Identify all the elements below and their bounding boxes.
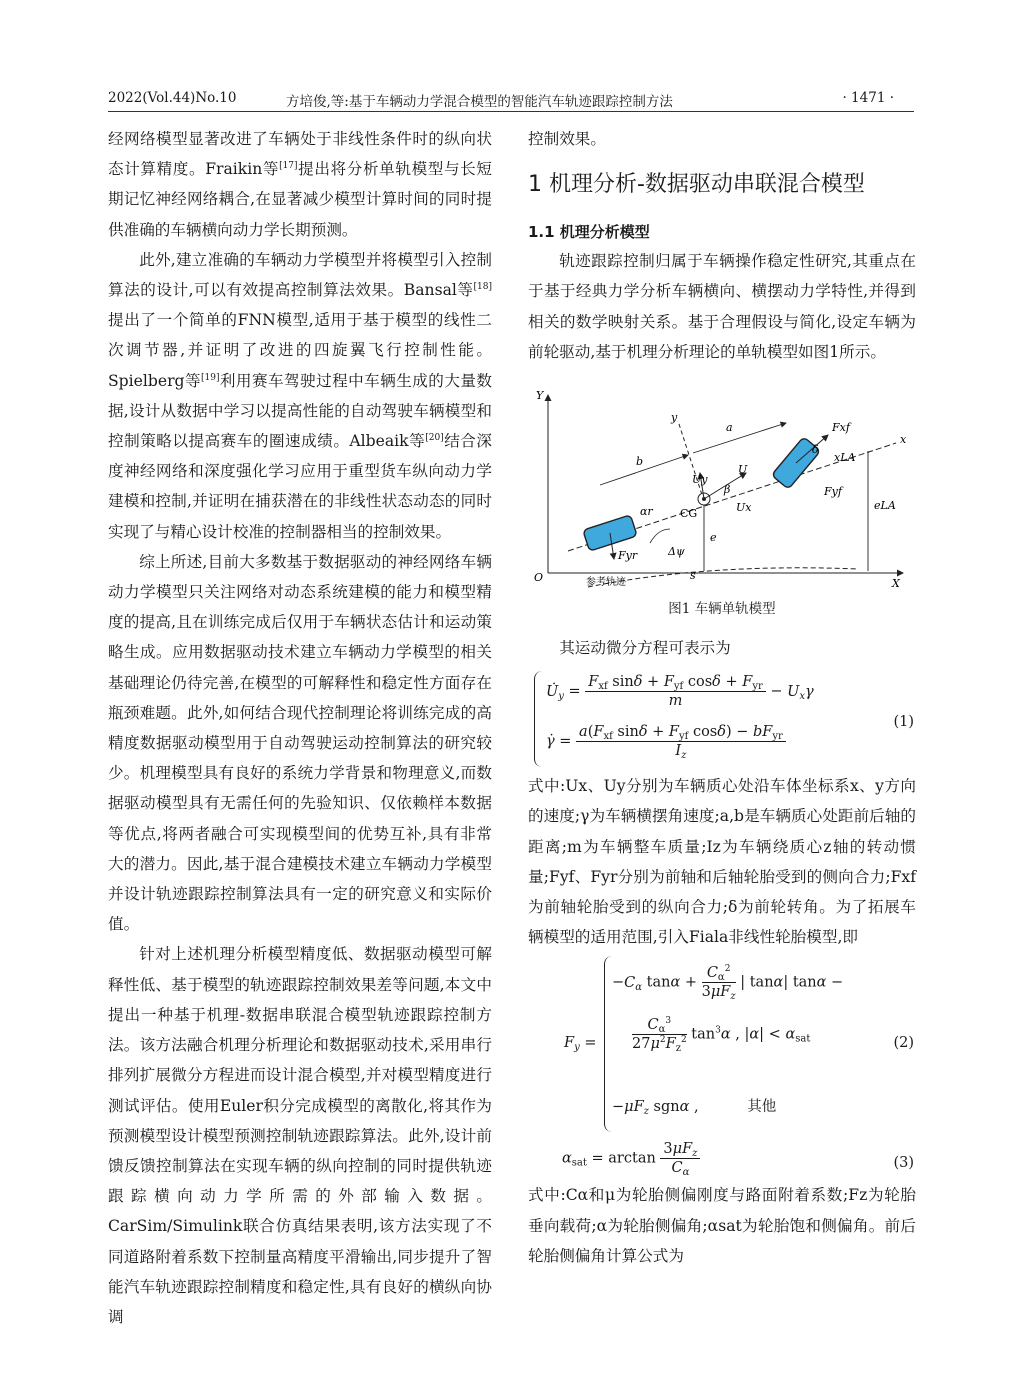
label-xLA: xLA (834, 451, 856, 465)
label-ref: 参考轨迹 (586, 577, 626, 589)
label-y: y (671, 411, 678, 425)
article-running-title: 方培俊,等:基于车辆动力学混合模型的智能汽车轨迹跟踪控制方法 (286, 94, 673, 110)
dim-a (693, 423, 786, 453)
eq1-line1: $U̇_y$ = $\frac{F_{xf} \sin\delta + F_{yf} \cos\delta + F_{yr}}{m}$ − $U_x\gamma$ (546, 674, 814, 710)
label-e: e (710, 531, 717, 545)
label-b: b (636, 455, 644, 469)
right-column (528, 124, 916, 1271)
paragraph: 针对上述机理分析模型精度低、数据驱动模型可解释性低、基于模型的轨迹跟踪控制效果差等问题,本文中提出一种基于机理-数据串联混合模型轨迹跟踪控制方法。该方法融合机理分析理论和数据驱动技术,采用串行排列扩展微分方程进而设计混合模型,并对模型精度进行测试评估。使用Euler积分完成模型的离散化,将其作为预测模型设计模型预测控制轨迹跟踪算法。此外,设计前馈反馈控制算法在实现车辆的纵向控制的同时提供轨迹跟踪横向动力学所需的外部输入数据。CarSim/Simulink联合仿真结果表明,该方法实现了不同道路附着系数下控制量高精度平滑输出,同步提升了智能汽车轨迹跟踪控制精度和稳定性,具有良好的横纵向协调 (108, 945, 492, 1326)
label-x: x (900, 433, 907, 447)
paragraph: 此外,建立准确的车辆动力学模型并将模型引入控制算法的设计,可以有效提高控制算法效果。Bansal等[18]提出了一个简单的FNN模型,适用于基于模型的线性二次调节器,并证明了改进的四旋翼飞行控制性能。Spielberg等[19]利用赛车驾驶过程中车辆生成的大量数据,设计从数据中学习以提高性能的自动驾驶车辆模型和控制策略以提高赛车的圈速成绩。Albeaik等[20]结合深度神经网络和深度强化学习应用于重型货车纵向动力学建模和控制,并证明在捕获潜在的非线性状态动态的同时实现了与精心设计校准的控制器相当的控制效果。 (108, 250, 492, 541)
equation-number: (3) (893, 1155, 914, 1172)
label-Uy: Uy (692, 473, 708, 487)
vehicle-y-axis (678, 421, 704, 501)
eq1-line2: γ̇ = $\frac{a(F_{xf} \sin\delta + F_{yf} \cos\delta) - bF_{yr}}{I_z}$ (546, 723, 786, 760)
heading-arc (650, 529, 670, 543)
eq2-line1: $-C_\alpha$ tanα + $\frac{C_\alpha^2}{3\mu F_z}$ | tanα| tanα − (612, 964, 844, 1003)
paragraph: 控制效果。 (528, 130, 606, 148)
paragraph: 式中:Ux、Uy分别为车辆质心处沿车体坐标系x、y方向的速度;γ为车辆横摆角速度;a,b是车辆质心处距前后轴的距离;m为车辆整车质量;Iz为车辆绕质心z轴的转动惯量;Fyf、Fyr分别为前轴和后轴轮胎受到的侧向合力;Fxf为前轴轮胎受到的纵向合力;δ为前轮转角。为了拓展车辆模型的适用范围,引入Fiala非线性轮胎模型,即 (528, 777, 916, 947)
section-heading: 1 机理分析-数据驱动串联混合模型 (528, 172, 865, 198)
label-eLA: eLA (874, 499, 896, 513)
dim-b (600, 455, 688, 485)
label-CG: CG (680, 507, 698, 521)
label-U: U (738, 463, 748, 477)
running-header (108, 88, 914, 112)
label-alpha-r: αr (640, 505, 653, 519)
paragraph: 综上所述,目前大多数基于数据驱动的神经网络车辆动力学模型只关注网络对动态系统建模的能力和模型精度的提高,且在训练完成后仅用于车辆状态估计和运动策略生成。应用数据驱动技术建立车辆动力学模型的相关基础理论仍待完善,在模型的可解释性和稳定性方面存在瓶颈难题。此外,如何结合现代控制理论将训练完成的高精度数据驱动模型用于自动驾驶运动控制算法的研究较少。机理模型具有良好的系统力学背景和物理意义,而数据驱动模型具有无需任何的先验知识、仅依赖样本数据等优点,将两者融合可实现模型间的优势互补,具有非常大的潜力。因此,基于混合建模技术建立车辆动力学模型并设计轨迹跟踪控制算法具有一定的研究意义和实际价值。 (108, 552, 492, 934)
paragraph: 轨迹跟踪控制归属于车辆操作稳定性研究,其重点在于基于经典力学分析车辆横向、横摆动力学特性,并得到相关的数学映射关系。基于合理假设与简化,设定车辆为前轮驱动,基于机理分析理论的单轨模型如图1所示。 (528, 252, 916, 361)
label-Y: Y (536, 389, 544, 403)
brace (604, 956, 612, 1132)
fraction: $\frac{F_{xf} \sin\delta + F_{yf} \cos\delta + F_{yr}}{m}$ (585, 673, 765, 710)
fraction: $\frac{3\mu F_z}{C_\alpha}$ (660, 1140, 700, 1177)
label-s: s (690, 569, 696, 583)
eq2-lhs: $F_y$ = (564, 1035, 597, 1054)
eq2-line2: $\frac{C_\alpha^3}{27\mu^2F_z^2}$ $\tan^3\alpha$ , $|\alpha| < \alpha_{sat}$ (632, 1016, 811, 1055)
label-delta: δ (812, 443, 819, 457)
vehicle-model-figure (528, 383, 916, 593)
page-number: · 1471 · (842, 90, 894, 106)
figure-caption: 图1 车辆单轨模型 (668, 601, 776, 618)
label-Fyr: Fyr (618, 549, 638, 563)
label-dpsi: Δψ (668, 545, 685, 559)
otherwise-label: 其他 (747, 1099, 777, 1116)
label-O: O (534, 571, 544, 585)
label-Ux: Ux (736, 501, 752, 515)
fraction: $\frac{C_\alpha^2}{3\mu F_z}$ (701, 964, 736, 1003)
subsection-heading: 1.1 机理分析模型 (528, 223, 650, 242)
paragraph: 经网络模型显著改进了车辆处于非线性条件时的纵向状态计算精度。Fraikin等[17]提出将分析单轨模型与长短期记忆神经网络耦合,在显著减少模型计算时间的同时提供准确的车辆横向动力学长期预测。 (108, 130, 492, 239)
brace (534, 671, 542, 767)
equation-2 (528, 956, 916, 1136)
equation-intro: 其运动微分方程可表示为 (559, 639, 731, 658)
equation-3 (528, 1136, 916, 1180)
equation-1 (528, 667, 916, 771)
fraction: $\frac{C_\alpha^3}{27\mu^2F_z^2}$ (632, 1016, 687, 1055)
label-Fyf: Fyf (824, 485, 842, 499)
eq3-body: $\alpha_{sat} = \arctan$ $\frac{3\mu F_z}{C_\alpha}$ (562, 1140, 700, 1177)
paragraph: 式中:Cα和μ为轮胎侧偏刚度与路面附着系数;Fz为轮胎垂向载荷;α为轮胎侧偏角;αsat为轮胎饱和侧偏角。前后轮胎侧偏角计算公式为 (528, 1186, 916, 1265)
single-track-diagram (528, 383, 916, 593)
left-column (108, 124, 492, 1332)
label-beta: β (724, 483, 731, 497)
reference-trajectory (588, 568, 858, 587)
label-Fxf: Fxf (832, 421, 850, 435)
equation-number: (2) (893, 1035, 914, 1052)
label-X: X (892, 577, 900, 591)
fraction: $\frac{a(F_{xf} \sin\delta + F_{yf} \cos\delta) - bF_{yr}}{I_z}$ (576, 723, 786, 760)
journal-issue: 2022(Vol.44)No.10 (108, 90, 237, 106)
eq2-line3: $-\mu F_z$ sgnα , 其他 (612, 1099, 777, 1118)
equation-number: (1) (893, 714, 914, 731)
label-a: a (726, 421, 733, 435)
